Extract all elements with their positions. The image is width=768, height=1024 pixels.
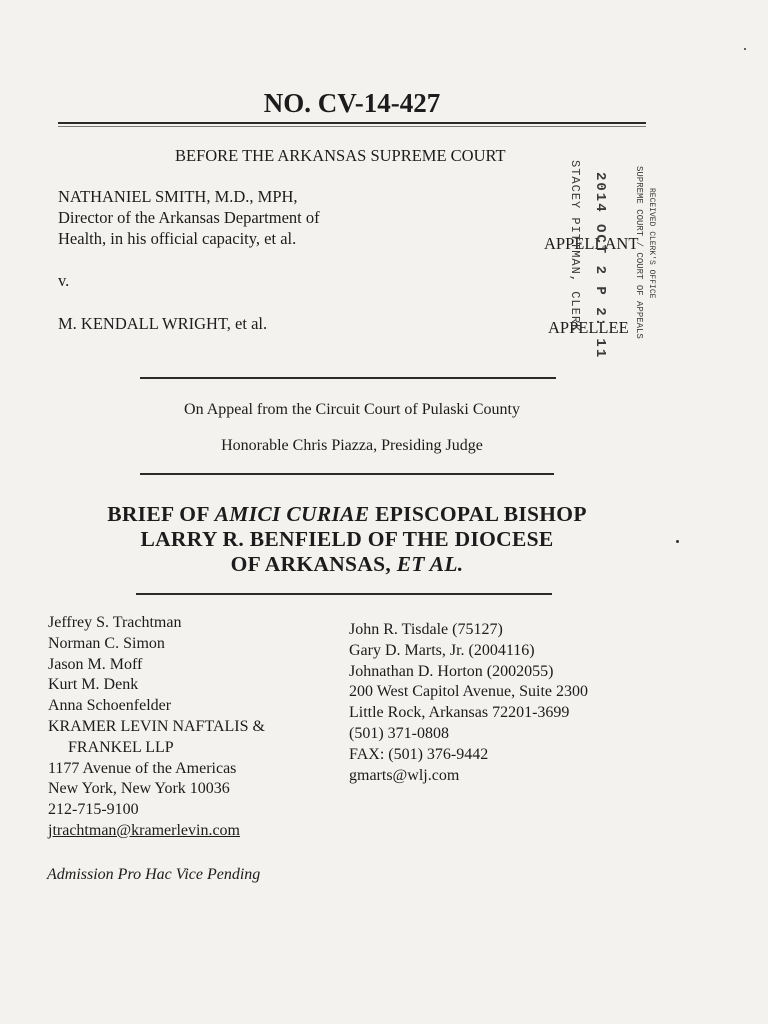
pro-hac-vice-note: Admission Pro Hac Vice Pending	[47, 866, 261, 883]
brief-title-line: LARRY R. BENFIELD OF THE DIOCESE	[140, 527, 554, 551]
appellant-line: NATHANIEL SMITH, M.D., MPH,	[58, 187, 298, 206]
counsel-email[interactable]: gmarts@wlj.com	[349, 766, 460, 784]
counsel-line: 212-715-9100	[48, 801, 139, 819]
stamp-line: RECEIVED CLERK'S OFFICE	[647, 188, 656, 299]
counsel-line: Norman C. Simon	[48, 634, 165, 652]
presiding-judge: Honorable Chris Piazza, Presiding Judge	[221, 437, 483, 454]
speck	[676, 540, 679, 543]
appellant-line: Director of the Arkansas Department of	[58, 208, 320, 227]
counsel-line: 1177 Avenue of the Americas	[48, 759, 237, 777]
divider-rule	[140, 473, 554, 475]
brief-title	[0, 502, 694, 577]
versus: v.	[58, 271, 70, 290]
stamp-line: STACEY PITTMAN, CLERK	[568, 160, 582, 333]
counsel-line: Gary D. Marts, Jr. (2004116)	[349, 641, 535, 659]
counsel-email-link[interactable]: jtrachtman@kramerlevin.com	[48, 821, 240, 839]
counsel-line: 200 West Capitol Avenue, Suite 2300	[349, 683, 588, 701]
appellant-block	[58, 186, 320, 249]
divider-rule	[140, 377, 556, 379]
counsel-line: (501) 371-0808	[349, 724, 449, 742]
counsel-line: Kurt M. Denk	[48, 676, 139, 694]
stamp-line: 2014 OCT 2 P 2: 11	[592, 172, 608, 360]
appellant-line: Health, in his official capacity, et al.	[58, 229, 297, 248]
counsel-line: Anna Schoenfelder	[48, 697, 172, 715]
appeal-from: On Appeal from the Circuit Court of Pulaski County	[184, 401, 520, 418]
divider-rule	[136, 593, 552, 595]
appellee-name: M. KENDALL WRIGHT, et al.	[58, 314, 268, 333]
header-rule-thin	[58, 126, 646, 127]
counsel-line: Little Rock, Arkansas 72201-3699	[349, 704, 570, 722]
counsel-line: New York, New York 10036	[48, 780, 230, 798]
counsel-line: John R. Tisdale (75127)	[349, 621, 503, 638]
brief-title-line: BRIEF OF AMICI CURIAE EPISCOPAL BISHOP	[107, 502, 587, 526]
case-number: NO. CV-14-427	[263, 88, 441, 118]
header-rule	[58, 122, 646, 124]
counsel-line: FAX: (501) 376-9442	[349, 745, 489, 763]
counsel-left	[48, 613, 265, 842]
stamp-line: SUPREME COURT / COURT OF APPEALS	[634, 166, 644, 339]
appellee-role: APPELLEE	[548, 318, 629, 337]
speck	[744, 48, 746, 50]
counsel-line: Johnathan D. Horton (2002055)	[349, 662, 554, 680]
appellant-role: APPELLANT	[544, 234, 639, 253]
counsel-line: Jeffrey S. Trachtman	[48, 614, 182, 631]
counsel-line: FRANKEL LLP	[68, 738, 174, 756]
counsel-line: KRAMER LEVIN NAFTALIS &	[48, 717, 265, 735]
counsel-right	[349, 620, 588, 786]
brief-title-line: OF ARKANSAS, ET AL.	[230, 552, 464, 576]
counsel-line: Jason M. Moff	[48, 655, 143, 673]
court-name: BEFORE THE ARKANSAS SUPREME COURT	[175, 146, 506, 165]
